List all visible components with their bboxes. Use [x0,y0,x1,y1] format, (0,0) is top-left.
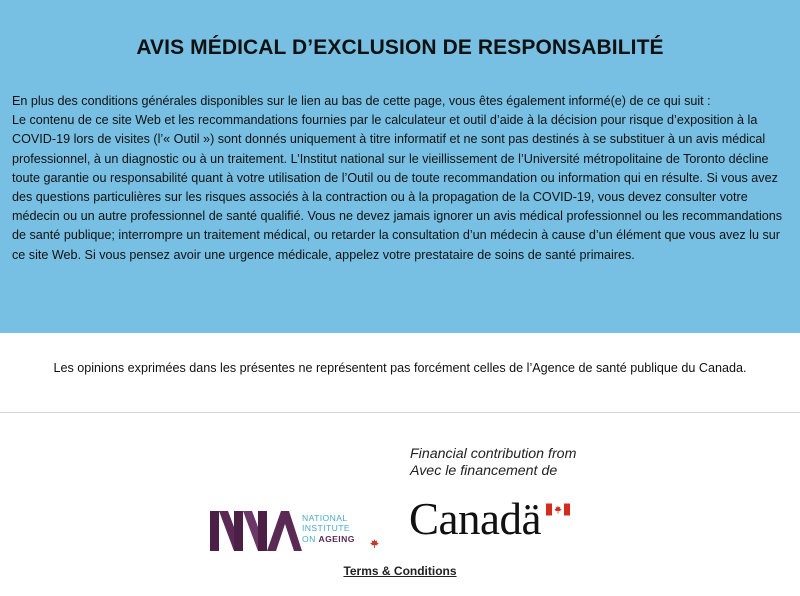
canada-flag-icon [546,503,570,516]
nia-wordmark [302,513,355,544]
funding-line-fr: Avec le financement de [410,463,558,479]
maple-leaf-icon [370,539,379,548]
funding-caption [410,446,576,480]
funding-line-en: Financial contribution from [410,446,577,462]
nia-line-2: INSTITUTE [302,523,350,534]
nia-logo-mark [210,510,302,552]
disclaimer-title: AVIS MÉDICAL D’EXCLUSION DE RESPONSABILITÉ [136,36,664,59]
section-divider [0,412,800,413]
footer [0,562,800,580]
canada-wordmark: Canadä [409,494,541,544]
opinion-statement: Les opinions exprimées dans les présentes ne représentent pas forcément celles de l’Agence de santé publique du Canada. [53,361,747,375]
nia-line-1: NATIONAL [302,513,348,523]
disclaimer-body [12,92,792,265]
disclaimer-text: Le contenu de ce site Web et les recommandations fournies par le calculateur et outil d’aide à la décision pour risque d’exposition à la COVID-19 lors de visites (l’« Outil ») sont donnés uniquement à titre informatif et ne sont pas destinés à se substituer à un avis médical professionnel, à un diagnostic ou à un traitement. L’Institut national sur le vieillissement de l’Université métropolitaine de Toronto décline toute garantie ou responsabilité quant à votre utilisation de l’Outil ou de toute recommandation ou information qui en résulte. Si vous avez des questions particulières sur les risques associés à la contraction ou à la propagation de la COVID-19, vous devez consulter votre médecin ou un autre professionnel de santé qualifié. Vous ne devez jamais ignorer un avis médical professionnel ou les recommandations de santé publique; interrompre un traitement médical, ou retarder la consultation d’un médecin à cause d’un élément que vous avez lu sur ce site Web. Si vous pensez avoir une urgence médicale, appelez votre prestataire de soins de santé primaires. [12,113,783,262]
nia-line-3: ON AGEING [302,533,355,544]
disclaimer-intro: En plus des conditions générales disponibles sur le lien au bas de cette page, vous êtes également informé(e) de ce qui suit : [12,94,711,108]
terms-conditions-link[interactable]: Terms & Conditions [343,564,457,578]
